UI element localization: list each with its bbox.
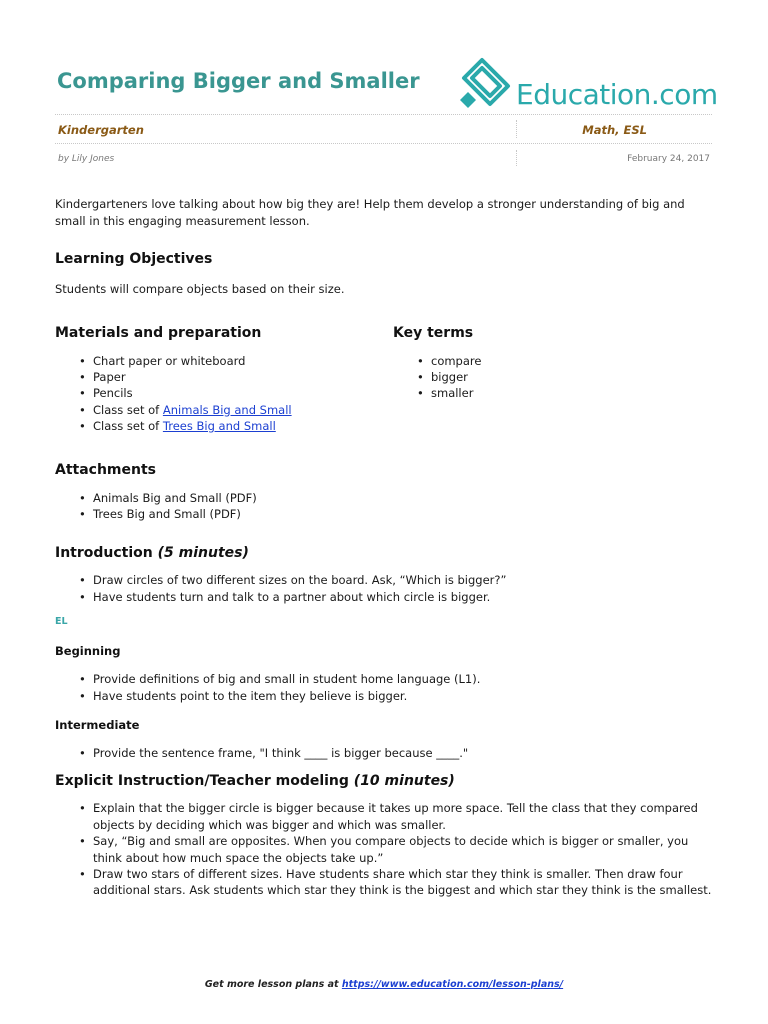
list-item: • Draw two stars of different sizes. Have students share which star they think is smaller. Then draw four additional stars. Ask students which star they think is the biggest and which star they think is the smallest.	[55, 866, 715, 899]
objectives-heading: Learning Objectives	[55, 251, 213, 267]
materials-list	[55, 353, 385, 435]
education-logo[interactable]	[456, 56, 716, 112]
header-divider	[55, 114, 712, 115]
list-item-prefix: Class set of	[93, 402, 163, 417]
materials-keyterms-section	[55, 325, 715, 445]
explicit-instruction-list	[55, 800, 715, 898]
key-terms-column	[393, 325, 713, 402]
list-item: • Provide definitions of big and small in student home language (L1).	[55, 671, 715, 687]
publish-date: February 24, 2017	[627, 154, 710, 164]
author-byline: by Lily Jones	[58, 154, 115, 164]
list-item: • Have students turn and talk to a partner about which circle is bigger.	[55, 589, 715, 605]
key-terms-list	[393, 353, 713, 402]
intro-paragraph: Kindergarteners love talking about how big they are! Help them develop a stronger understanding of big and small in this engaging measurement lesson.	[55, 197, 685, 228]
trees-big-small-link[interactable]: Trees Big and Small	[162, 419, 276, 434]
materials-column	[55, 325, 385, 435]
explicit-instruction-duration: (10 minutes)	[353, 773, 455, 790]
list-item: • Say, “Big and small are opposites. When you compare objects to decide which is bigger or smaller, you think about how much space the objects take up.”	[55, 833, 715, 866]
list-item: • Explain that the bigger circle is bigger because it takes up more space. Tell the class that they compared objects by deciding which was bigger and which was smaller.	[55, 800, 715, 833]
list-item: • Provide the sentence frame, "I think ____ is bigger because ____."	[55, 745, 715, 761]
list-item: • Draw circles of two different sizes on the board. Ask, “Which is bigger?”	[55, 572, 715, 588]
list-item: • Animals Big and Small (PDF)	[55, 490, 715, 506]
materials-heading: Materials and preparation	[55, 324, 262, 341]
attachments-heading: Attachments	[55, 461, 157, 478]
meta-divider	[516, 120, 517, 138]
grade-label: Kindergarten	[58, 123, 144, 137]
animals-big-small-link[interactable]: Animals Big and Small	[162, 402, 292, 417]
subject-label: Math, ESL	[582, 123, 647, 137]
beginning-heading: Beginning	[55, 644, 121, 659]
explicit-instruction-heading	[55, 773, 715, 789]
pencil-logo-icon	[456, 56, 516, 112]
objectives-text: Students will compare objects based on their size.	[55, 282, 345, 296]
explicit-instruction-title: Explicit Instruction/Teacher modeling	[55, 773, 349, 790]
lesson-plans-link[interactable]: https://www.education.com/lesson-plans/	[341, 979, 564, 990]
attachments-list	[55, 490, 715, 523]
list-item: • bigger	[393, 369, 713, 385]
intermediate-list	[55, 745, 715, 761]
list-item: • Pencils	[55, 385, 385, 401]
footer-text: Get more lesson plans at	[204, 979, 342, 990]
key-terms-heading: Key terms	[393, 324, 474, 341]
list-item	[55, 418, 385, 434]
intermediate-heading: Intermediate	[55, 717, 140, 732]
byline-divider	[516, 150, 517, 166]
list-item: • Paper	[55, 369, 385, 385]
introduction-title: Introduction	[55, 545, 153, 562]
footer	[0, 979, 768, 990]
list-item	[55, 402, 385, 418]
introduction-heading	[55, 545, 715, 561]
beginning-list	[55, 671, 715, 704]
meta-divider-line	[55, 143, 712, 144]
lesson-content	[55, 196, 715, 899]
list-item: • Have students point to the item they believe is bigger.	[55, 688, 715, 704]
introduction-duration: (5 minutes)	[157, 545, 249, 562]
list-item: • Trees Big and Small (PDF)	[55, 506, 715, 522]
list-item: • compare	[393, 353, 713, 369]
el-label: EL	[55, 616, 68, 628]
introduction-list	[55, 572, 715, 605]
list-item: • Chart paper or whiteboard	[55, 353, 385, 369]
list-item: • smaller	[393, 385, 713, 401]
logo-wordmark: Education.com	[516, 78, 718, 111]
page-title: Comparing Bigger and Smaller	[57, 69, 420, 93]
list-item-prefix: Class set of	[93, 419, 163, 434]
